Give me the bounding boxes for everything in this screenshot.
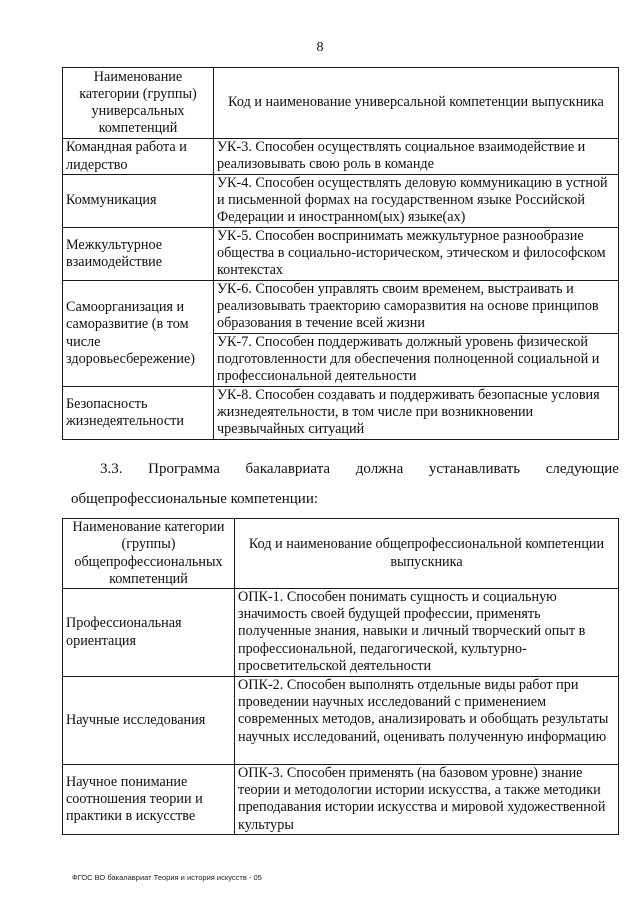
- competence-cell: УК-4. Способен осуществлять деловую коммуникацию в устной и письменной формах на государственном языке Российской Федерации и иностранном(ых) языке(ах): [214, 175, 619, 228]
- table-row: [63, 228, 619, 281]
- table-row: [63, 175, 619, 228]
- table-header-row: [63, 68, 619, 139]
- section-word: устанавливать: [428, 461, 521, 477]
- table-row: [63, 677, 619, 765]
- competence-cell: ОПК-1. Способен понимать сущность и социальную значимость своей будущей профессии, применять полученные знания, навыки и личный творческий опыт в профессиональной, педагогической, культурно-просветительской деятельности: [235, 589, 619, 677]
- competence-cell: УК-8. Способен создавать и поддерживать безопасные условия жизнедеятельности, в том числе при возникновении чрезвычайных ситуаций: [214, 387, 619, 440]
- table-row: [63, 589, 619, 677]
- footer-note: ФГОС ВО бакалавриат Теория и история искусств - 05: [72, 873, 262, 882]
- category-cell: Межкультурное взаимодействие: [63, 228, 214, 281]
- page-number: 8: [316, 40, 324, 55]
- header-competence-cell: Код и наименование универсальной компетенции выпускника: [214, 68, 619, 139]
- table-row: [63, 281, 619, 334]
- category-cell: Научное понимание соотношения теории и практики в искусстве: [63, 765, 235, 835]
- category-cell: Командная работа и лидерство: [63, 139, 214, 175]
- table-header-row: [63, 519, 619, 589]
- general-professional-competencies-table: [62, 518, 619, 835]
- section-word: бакалавриата: [245, 461, 331, 477]
- category-cell: Научные исследования: [63, 677, 235, 765]
- competence-cell: ОПК-3. Способен применять (на базовом уровне) знание теории и методологии истории искусства, а также методики преподавания истории искусства и мировой художественной культуры: [235, 765, 619, 835]
- header-competence-cell: Код и наименование общепрофессиональной компетенции выпускника: [235, 519, 619, 589]
- table-row: [63, 139, 619, 175]
- category-cell: Самоорганизация и саморазвитие (в том числе здоровьесбережение): [63, 281, 214, 387]
- section-word: Программа: [148, 461, 220, 477]
- header-category-cell: Наименование категории (группы) общепрофессиональных компетенций: [63, 519, 235, 589]
- section-word: следующие: [545, 461, 619, 477]
- universal-competencies-table: [62, 67, 619, 440]
- competence-cell: УК-3. Способен осуществлять социальное взаимодействие и реализовывать свою роль в команде: [214, 139, 619, 175]
- section-number: 3.3.: [100, 461, 123, 477]
- category-cell: Коммуникация: [63, 175, 214, 228]
- competence-cell: УК-6. Способен управлять своим временем, выстраивать и реализовывать траекторию саморазвития на основе принципов образования в течение всей жизни: [214, 281, 619, 334]
- section-paragraph-line1: [100, 461, 619, 478]
- header-category-cell: Наименование категории (группы) универсальных компетенций: [63, 68, 214, 139]
- category-cell: Профессиональная ориентация: [63, 589, 235, 677]
- competence-cell: УК-7. Способен поддерживать должный уровень физической подготовленности для обеспечения полноценной социальной и профессиональной деятельности: [214, 334, 619, 387]
- table-row: [63, 765, 619, 835]
- competence-cell: УК-5. Способен воспринимать межкультурное разнообразие общества в социально-историческом, этическом и философском контекстах: [214, 228, 619, 281]
- category-cell: Безопасность жизнедеятельности: [63, 387, 214, 440]
- competence-cell: ОПК-2. Способен выполнять отдельные виды работ при проведении научных исследований с применением современных методов, анализировать и обобщать результаты научных исследований, оценивать полученную информацию: [235, 677, 619, 765]
- section-paragraph-line2: общепрофессиональные компетенции:: [71, 491, 319, 507]
- section-word: должна: [355, 461, 404, 477]
- table-row: [63, 387, 619, 440]
